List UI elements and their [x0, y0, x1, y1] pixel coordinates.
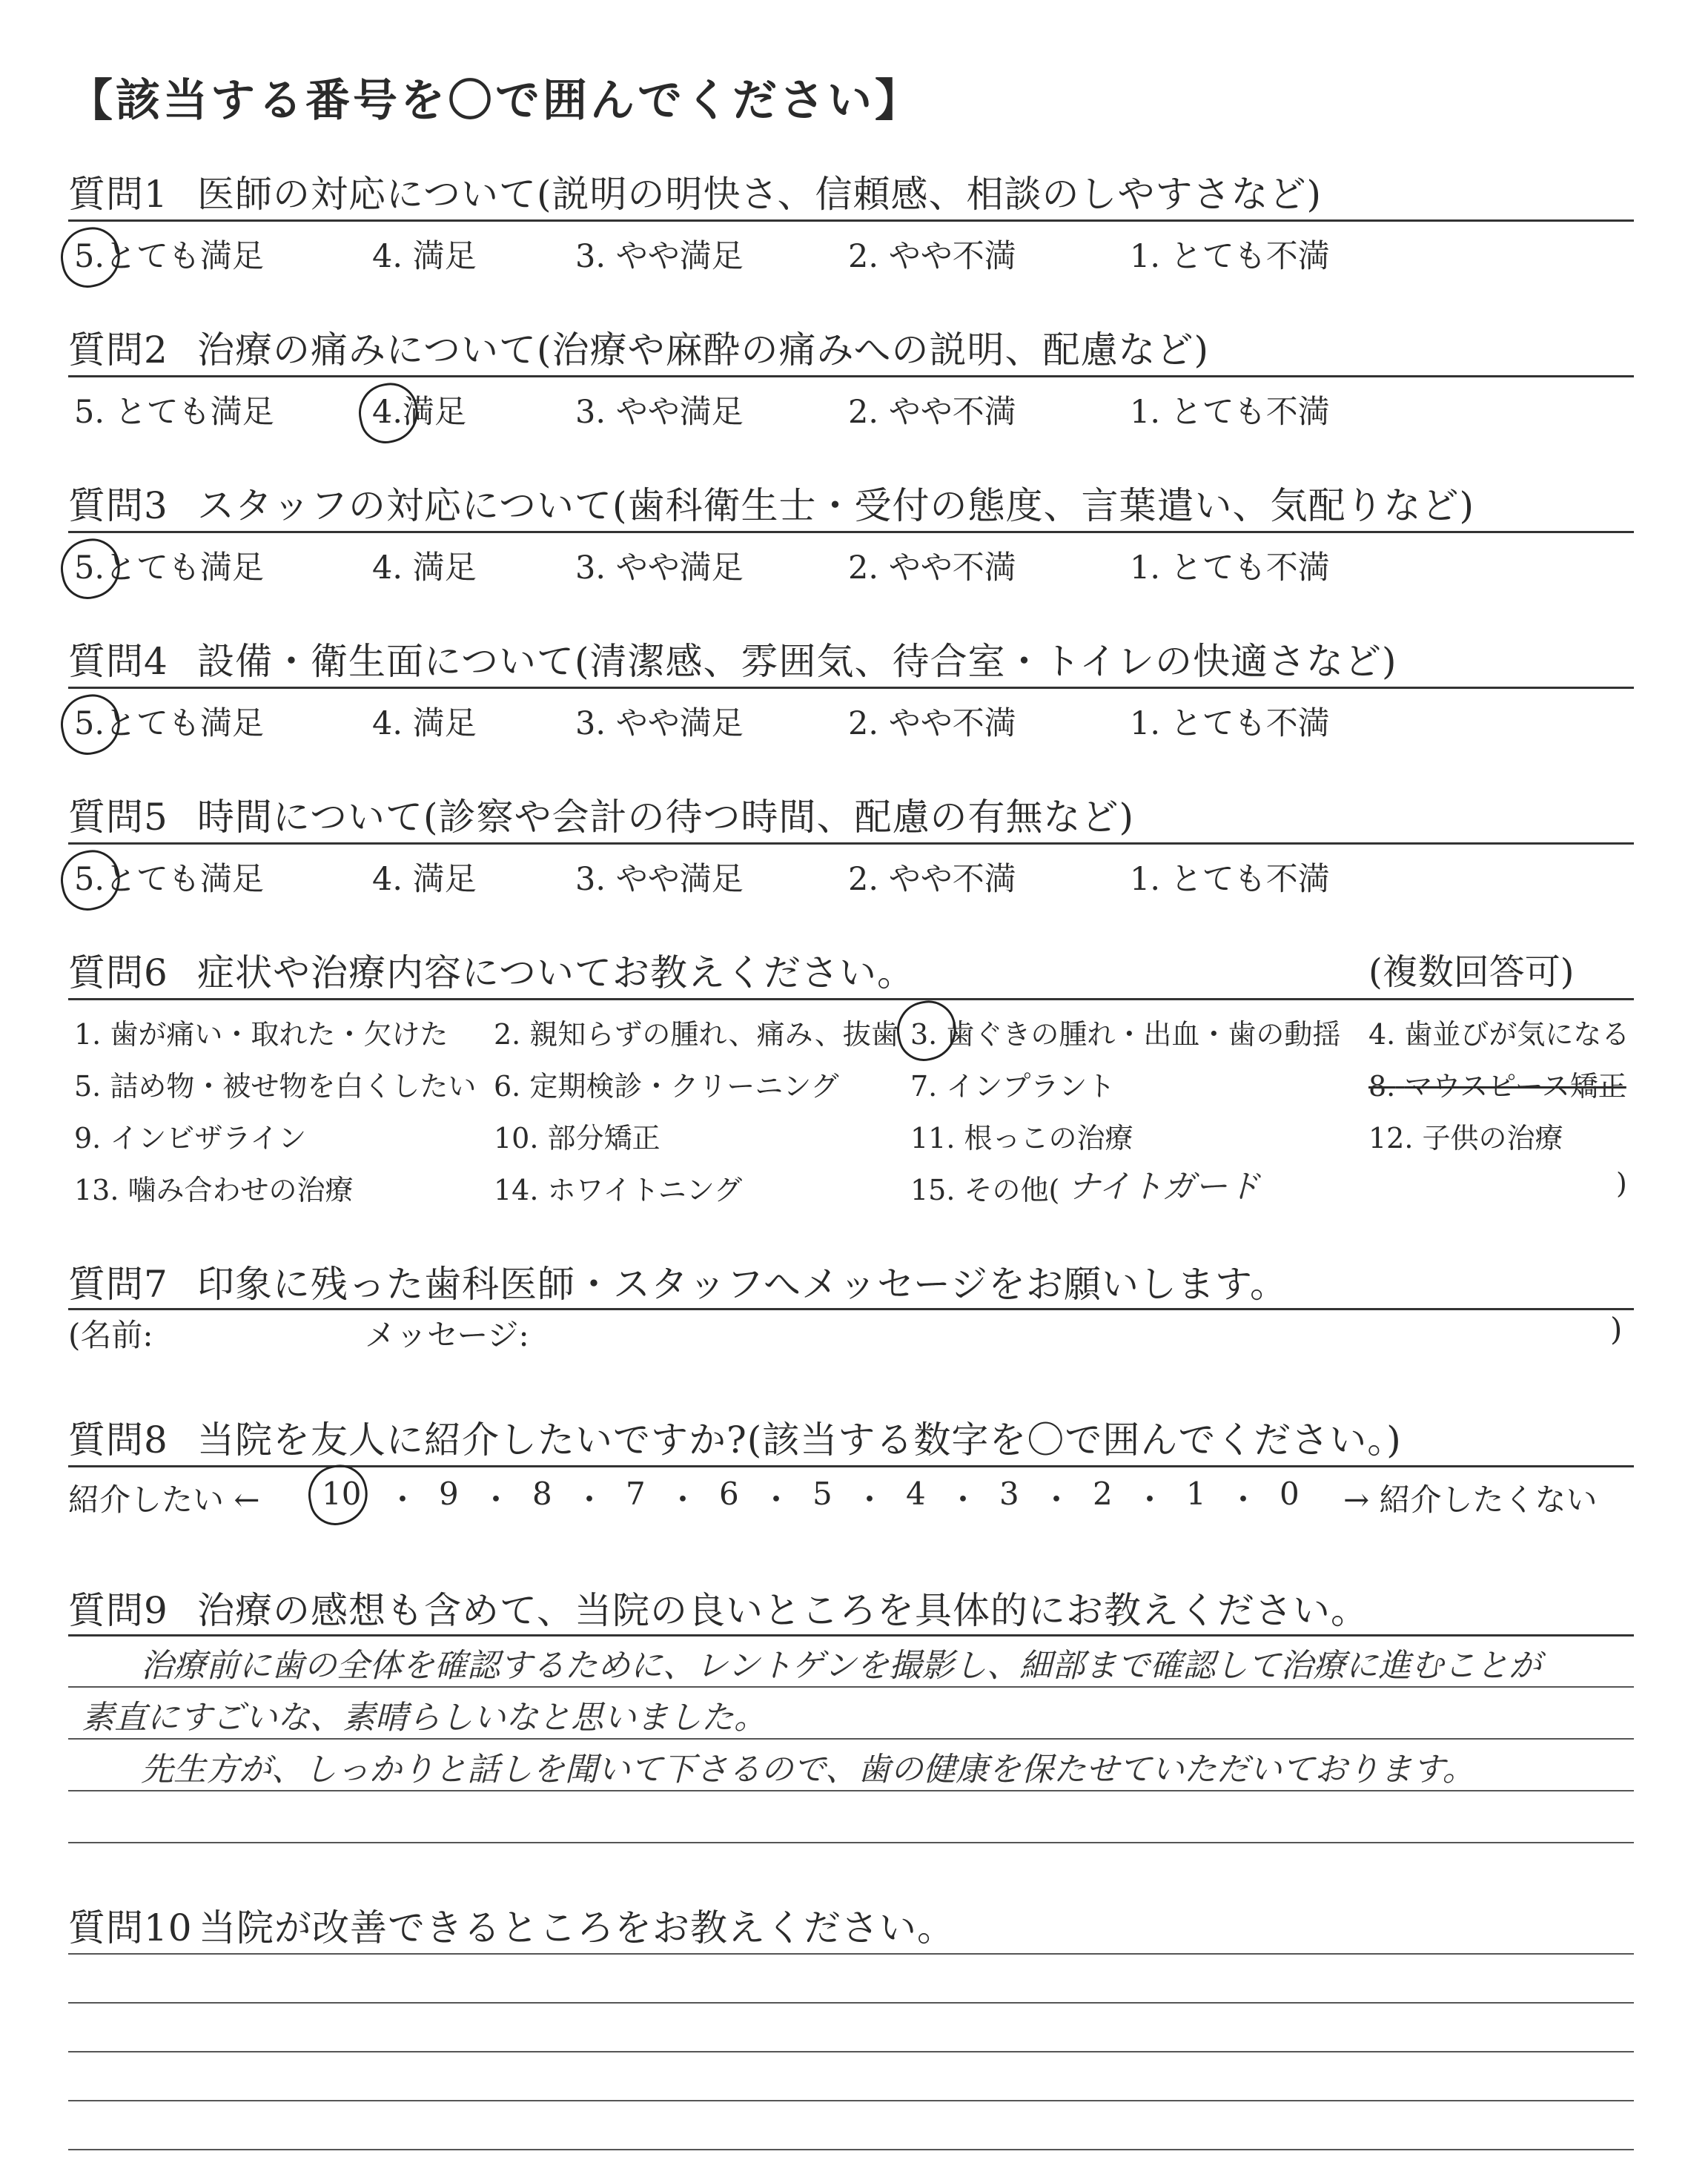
question-5	[68, 787, 1632, 841]
question-text: 設備・衛生面について(清潔感、雰囲気、待合室・トイレの快適さなど)	[197, 640, 1397, 683]
scale-value-9[interactable]: 9	[439, 1476, 459, 1512]
question-7	[68, 1255, 1632, 1308]
divider	[68, 998, 1634, 1000]
writing-line	[68, 1790, 1634, 1791]
symptom-6[interactable]: 6. 定期検診・クリーニング	[494, 1070, 839, 1103]
selected-mark: 5.	[74, 705, 105, 742]
symptom-10[interactable]: 10. 部分矯正	[494, 1122, 661, 1155]
divider	[68, 219, 1634, 222]
divider	[68, 375, 1634, 377]
recommend-scale	[68, 1476, 1634, 1520]
question-label: 質問9	[68, 1589, 168, 1632]
scale-value-1[interactable]: 1	[1186, 1476, 1206, 1512]
question-label: 質問1	[68, 173, 168, 216]
question-label: 質問6	[68, 951, 168, 994]
option-5[interactable]: 5.とても満足	[74, 705, 265, 742]
dot: ・	[854, 1482, 886, 1518]
symptom-7[interactable]: 7. インプラント	[910, 1070, 1116, 1103]
options-q5	[68, 854, 1634, 899]
option-1[interactable]: 1. とても不満	[1130, 705, 1330, 742]
symptom-4[interactable]: 4. 歯並びが気になる	[1368, 1018, 1630, 1051]
selected-mark: 5.	[74, 238, 105, 275]
scale-value-0[interactable]: 0	[1280, 1476, 1300, 1512]
option-3[interactable]: 3. やや満足	[575, 861, 744, 898]
symptom-14[interactable]: 14. ホワイトニング	[494, 1174, 743, 1206]
option-4[interactable]: 4. 満足	[372, 549, 477, 587]
scale-value-3[interactable]: 3	[999, 1476, 1019, 1512]
question-text: スタッフの対応について(歯科衛生士・受付の態度、言葉遣い、気配りなど)	[197, 484, 1475, 527]
symptom-15-other[interactable]: 15. その他(	[910, 1174, 1060, 1206]
option-4[interactable]: 4. 満足	[372, 238, 477, 275]
symptom-9[interactable]: 9. インビザライン	[74, 1122, 307, 1155]
dot: ・	[1041, 1482, 1073, 1518]
dot: ・	[480, 1482, 512, 1518]
question-text: 印象に残った歯科医師・スタッフへメッセージをお願いします。	[197, 1263, 1288, 1306]
question-label: 質問7	[68, 1263, 168, 1306]
scale-value-2[interactable]: 2	[1093, 1476, 1113, 1512]
question-text: 治療の痛みについて(治療や麻酔の痛みへの説明、配慮など)	[197, 328, 1210, 371]
option-2[interactable]: 2. やや不満	[848, 394, 1016, 431]
scale-value-5[interactable]: 5	[812, 1476, 833, 1512]
option-5[interactable]: 5.とても満足	[74, 861, 265, 898]
divider	[68, 1465, 1634, 1467]
other-close-paren: )	[1616, 1167, 1627, 1200]
writing-line	[68, 1686, 1634, 1688]
answer-line-3[interactable]: 先生方が、しっかりと話しを聞いて下さるので、歯の健康を保たせていただいております。	[141, 1751, 1475, 1789]
symptom-2[interactable]: 2. 親知らずの腫れ、痛み、抜歯	[494, 1018, 899, 1051]
symptom-1[interactable]: 1. 歯が痛い・取れた・欠けた	[74, 1018, 448, 1051]
option-2[interactable]: 2. やや不満	[848, 549, 1016, 587]
answer-line-2[interactable]: 素直にすごいな、素晴らしいなと思いました。	[82, 1699, 767, 1737]
writing-line	[68, 1738, 1634, 1740]
option-5[interactable]: 5. とても満足	[74, 394, 274, 431]
selected-mark: 3.	[910, 1018, 938, 1051]
other-handwritten-answer[interactable]: ナイトガード	[1068, 1168, 1260, 1206]
divider	[68, 1634, 1634, 1636]
option-3[interactable]: 3. やや満足	[575, 549, 744, 587]
scale-value-7[interactable]: 7	[626, 1476, 646, 1512]
message-label: メッセージ:	[365, 1317, 529, 1353]
writing-line	[68, 1842, 1634, 1843]
dot: ・	[667, 1482, 699, 1518]
scale-value-6[interactable]: 6	[719, 1476, 739, 1512]
options-q4	[68, 698, 1634, 743]
writing-line	[68, 2100, 1634, 2101]
divider	[68, 1308, 1634, 1310]
dot: ・	[1134, 1482, 1166, 1518]
question-label: 質問4	[68, 640, 168, 683]
symptom-5[interactable]: 5. 詰め物・被せ物を白くしたい	[74, 1070, 477, 1103]
option-1[interactable]: 1. とても不満	[1130, 861, 1330, 898]
selected-mark: 5.	[74, 549, 105, 587]
selected-mark: 4.	[372, 394, 403, 431]
question-1	[68, 165, 1632, 218]
question-2	[68, 320, 1632, 374]
symptom-13[interactable]: 13. 噛み合わせの治療	[74, 1174, 354, 1206]
symptom-options	[74, 1011, 1638, 1219]
option-2[interactable]: 2. やや不満	[848, 238, 1016, 275]
option-4[interactable]: 4.満足	[372, 394, 467, 431]
options-q1	[68, 231, 1634, 276]
divider	[68, 687, 1634, 689]
dot: ・	[574, 1482, 606, 1518]
symptom-3[interactable]: 3. 歯ぐきの腫れ・出血・歯の動揺	[910, 1018, 1341, 1051]
dot: ・	[947, 1482, 979, 1518]
question-8	[68, 1410, 1632, 1464]
dot: ・	[1228, 1482, 1260, 1518]
question-text: 時間について(診察や会計の待つ時間、配慮の有無など)	[197, 796, 1135, 839]
options-q3	[68, 543, 1634, 587]
question-9	[68, 1581, 1632, 1634]
option-1[interactable]: 1. とても不満	[1130, 238, 1330, 275]
question-4	[68, 632, 1632, 685]
option-3[interactable]: 3. やや満足	[575, 238, 744, 275]
answer-line-1[interactable]: 治療前に歯の全体を確認するために、レントゲンを撮影し、細部まで確認して治療に進むことが	[141, 1647, 1542, 1685]
option-1[interactable]: 1. とても不満	[1130, 549, 1330, 587]
question-10	[68, 1898, 1632, 1952]
question-label: 質問5	[68, 796, 168, 839]
page-title: 【該当する番号を〇で囲んでください】	[68, 75, 922, 127]
question-text: 症状や治療内容についてお教えください。	[197, 951, 915, 994]
writing-line	[68, 2002, 1634, 2004]
divider	[68, 531, 1634, 533]
writing-line	[68, 2149, 1634, 2150]
question-text: 治療の感想も含めて、当院の良いところを具体的にお教えください。	[197, 1589, 1368, 1632]
selected-mark: 5.	[74, 861, 105, 898]
question-text: 当院が改善できるところをお教えください。	[199, 1906, 955, 1949]
dot: ・	[387, 1482, 419, 1518]
dot: ・	[761, 1482, 792, 1518]
options-q2	[68, 387, 1634, 432]
option-2[interactable]: 2. やや不満	[848, 861, 1016, 898]
option-3[interactable]: 3. やや満足	[575, 705, 744, 742]
option-5[interactable]: 5.とても満足	[74, 549, 265, 587]
question-label: 質問2	[68, 328, 168, 371]
question-text: 当院を友人に紹介したいですか?(該当する数字を〇で囲んでください。)	[197, 1418, 1402, 1462]
scale-left-label: 紹介したい ←	[68, 1482, 260, 1518]
scale-value-4[interactable]: 4	[906, 1476, 926, 1512]
divider	[68, 842, 1634, 845]
multiple-answer-note: (複数回答可)	[1368, 951, 1575, 993]
option-4[interactable]: 4. 満足	[372, 705, 477, 742]
name-label: (名前:	[68, 1317, 153, 1353]
message-close-paren: )	[1610, 1311, 1623, 1347]
scale-value-8[interactable]: 8	[532, 1476, 552, 1512]
writing-line	[68, 2051, 1634, 2052]
selected-mark: 10	[322, 1476, 362, 1512]
symptom-8-struck[interactable]: 8. マウスピース矯正	[1368, 1070, 1626, 1103]
scale-right-label: → 紹介したくない	[1343, 1482, 1598, 1518]
question-label: 質問3	[68, 484, 168, 527]
question-label: 質問10	[68, 1906, 193, 1949]
option-3[interactable]: 3. やや満足	[575, 394, 744, 431]
question-3	[68, 476, 1632, 529]
symptom-11[interactable]: 11. 根っこの治療	[910, 1122, 1133, 1155]
question-text: 医師の対応について(説明の明快さ、信頼感、相談のしやすさなど)	[197, 173, 1323, 216]
option-4[interactable]: 4. 満足	[372, 861, 477, 898]
option-1[interactable]: 1. とても不満	[1130, 394, 1330, 431]
question-label: 質問8	[68, 1418, 168, 1462]
option-2[interactable]: 2. やや不満	[848, 705, 1016, 742]
symptom-12[interactable]: 12. 子供の治療	[1368, 1122, 1563, 1155]
option-5[interactable]: 5.とても満足	[74, 238, 265, 275]
writing-line	[68, 1953, 1634, 1955]
